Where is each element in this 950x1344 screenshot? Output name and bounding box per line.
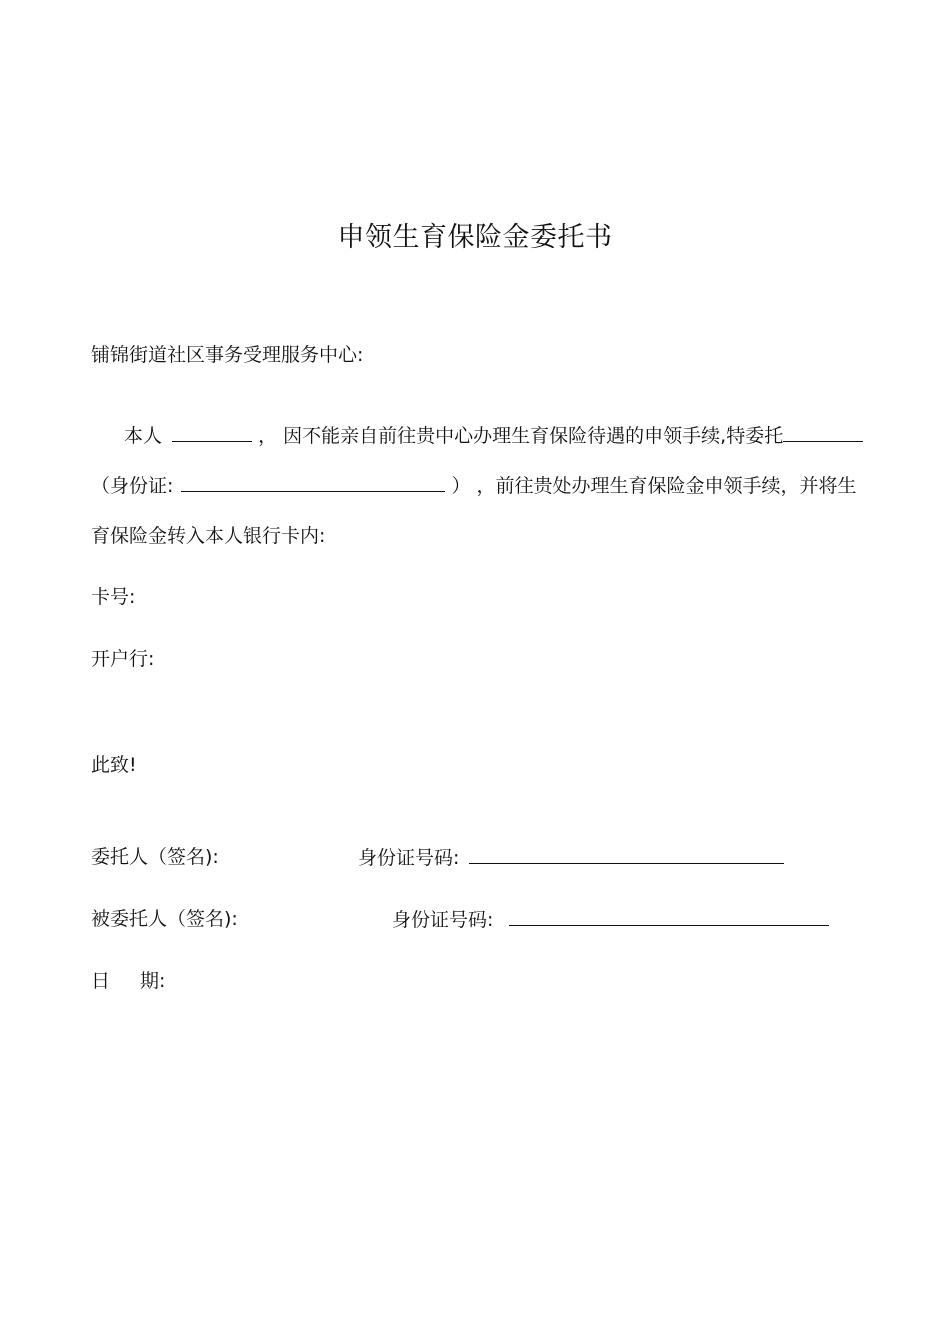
body-text-self: 本人 — [124, 425, 163, 447]
agent-signature-label: 被委托人（签名): — [91, 908, 238, 930]
addressee: 铺锦街道社区事务受理服务中心: — [91, 344, 364, 366]
principal-id-row — [358, 843, 784, 872]
principal-name-blank[interactable] — [172, 421, 252, 442]
agent-id-label: 身份证号码: — [392, 909, 494, 931]
body-text-id-open: （身份证: — [91, 475, 174, 497]
document-title: 申领生育保险金委托书 — [337, 222, 613, 253]
agent-id-row — [392, 905, 829, 934]
bank-label: 开户行: — [91, 648, 155, 670]
body-line-3: 育保险金转入本人银行卡内: — [91, 525, 326, 547]
body-text-purpose: ） ，前往贵处办理生育保险金申领手续，并将生 — [451, 475, 857, 497]
closing-text: 此致! — [91, 754, 137, 776]
agent-id-number-blank[interactable] — [509, 905, 829, 926]
principal-id-blank[interactable] — [469, 843, 784, 864]
date-row — [91, 967, 165, 995]
date-label-left: 日 — [91, 970, 111, 992]
body-line-1 — [124, 421, 863, 450]
card-number-label: 卡号: — [91, 586, 136, 608]
principal-signature-label: 委托人（签名): — [91, 846, 219, 868]
agent-name-blank[interactable] — [783, 421, 863, 442]
principal-id-label: 身份证号码: — [358, 847, 460, 869]
date-label-right: 期: — [140, 970, 166, 992]
body-text-reason: ， 因不能亲自前往贵中心办理生育保险待遇的申领手续,特委托 — [258, 425, 784, 447]
body-line-2 — [91, 471, 857, 500]
agent-id-blank[interactable] — [181, 471, 445, 492]
